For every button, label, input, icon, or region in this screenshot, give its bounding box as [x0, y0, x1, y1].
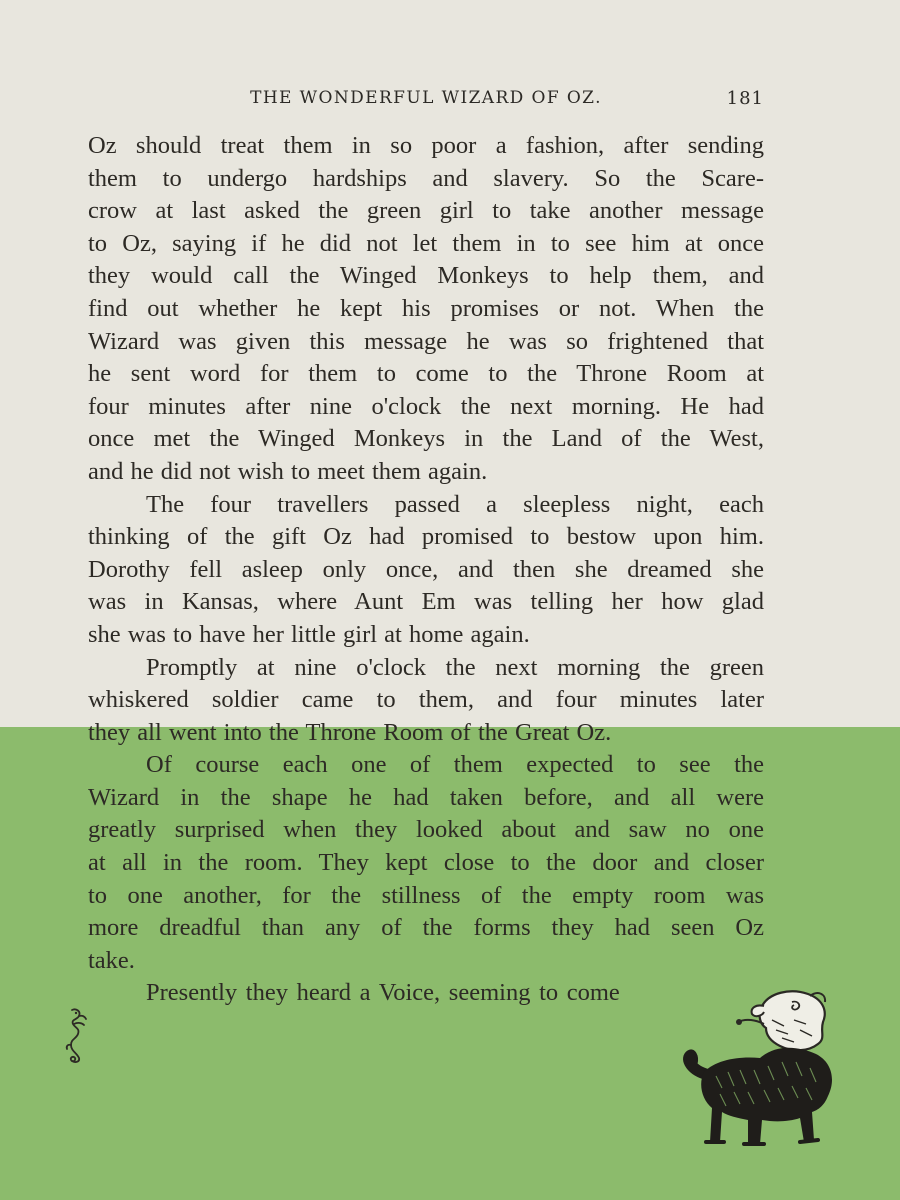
text-line: to Oz, saying if he did not let them in to see him at once	[88, 229, 764, 257]
page-header	[88, 86, 764, 116]
body-text	[88, 130, 764, 1010]
text-line: they all went into the Throne Room of the Great Oz.	[88, 718, 612, 746]
text-line: to one another, for the stillness of the empty room was	[88, 881, 764, 909]
running-title: THE WONDERFUL WIZARD OF OZ.	[250, 88, 602, 108]
seahorse-ornament-icon	[62, 1006, 90, 1064]
text-line: four minutes after nine o'clock the next morning. He had	[88, 392, 764, 420]
text-line: Wizard was given this message he was so frightened that	[88, 327, 764, 355]
toto-dog-icon	[676, 980, 841, 1155]
text-line: whiskered soldier came to them, and four minutes later	[88, 686, 764, 714]
text-line: more dreadful than any of the forms they had seen Oz	[88, 914, 764, 942]
text-line: take.	[88, 946, 135, 974]
text-line: The four travellers passed a sleepless night, each	[146, 490, 764, 518]
text-line: them to undergo hardships and slavery. So the Scare-	[88, 164, 764, 192]
text-line: he sent word for them to come to the Throne Room at	[88, 360, 764, 388]
text-line: Wizard in the shape he had taken before, and all were	[88, 783, 764, 811]
text-line: Presently they heard a Voice, seeming to come	[146, 979, 620, 1007]
text-line: they would call the Winged Monkeys to help them, and	[88, 262, 764, 290]
text-line: was in Kansas, where Aunt Em was telling her how glad	[88, 588, 764, 616]
text-line: once met the Winged Monkeys in the Land of the West,	[88, 425, 764, 453]
text-line: find out whether he kept his promises or not. When the	[88, 294, 764, 322]
text-line: Oz should treat them in so poor a fashion, after sending	[88, 132, 764, 159]
text-line: thinking of the gift Oz had promised to bestow upon him.	[88, 523, 764, 551]
text-line: Of course each one of them expected to see the	[146, 751, 764, 779]
text-line: at all in the room. They kept close to the door and closer	[88, 849, 764, 877]
text-line: greatly surprised when they looked about and saw no one	[88, 816, 764, 844]
text-line: and he did not wish to meet them again.	[88, 457, 488, 485]
text-line: Promptly at nine o'clock the next morning the green	[146, 653, 764, 681]
text-line: crow at last asked the green girl to take another message	[88, 197, 764, 225]
text-line: she was to have her little girl at home again.	[88, 620, 530, 648]
page-number: 181	[726, 88, 764, 109]
text-line: Dorothy fell asleep only once, and then she dreamed she	[88, 555, 764, 583]
